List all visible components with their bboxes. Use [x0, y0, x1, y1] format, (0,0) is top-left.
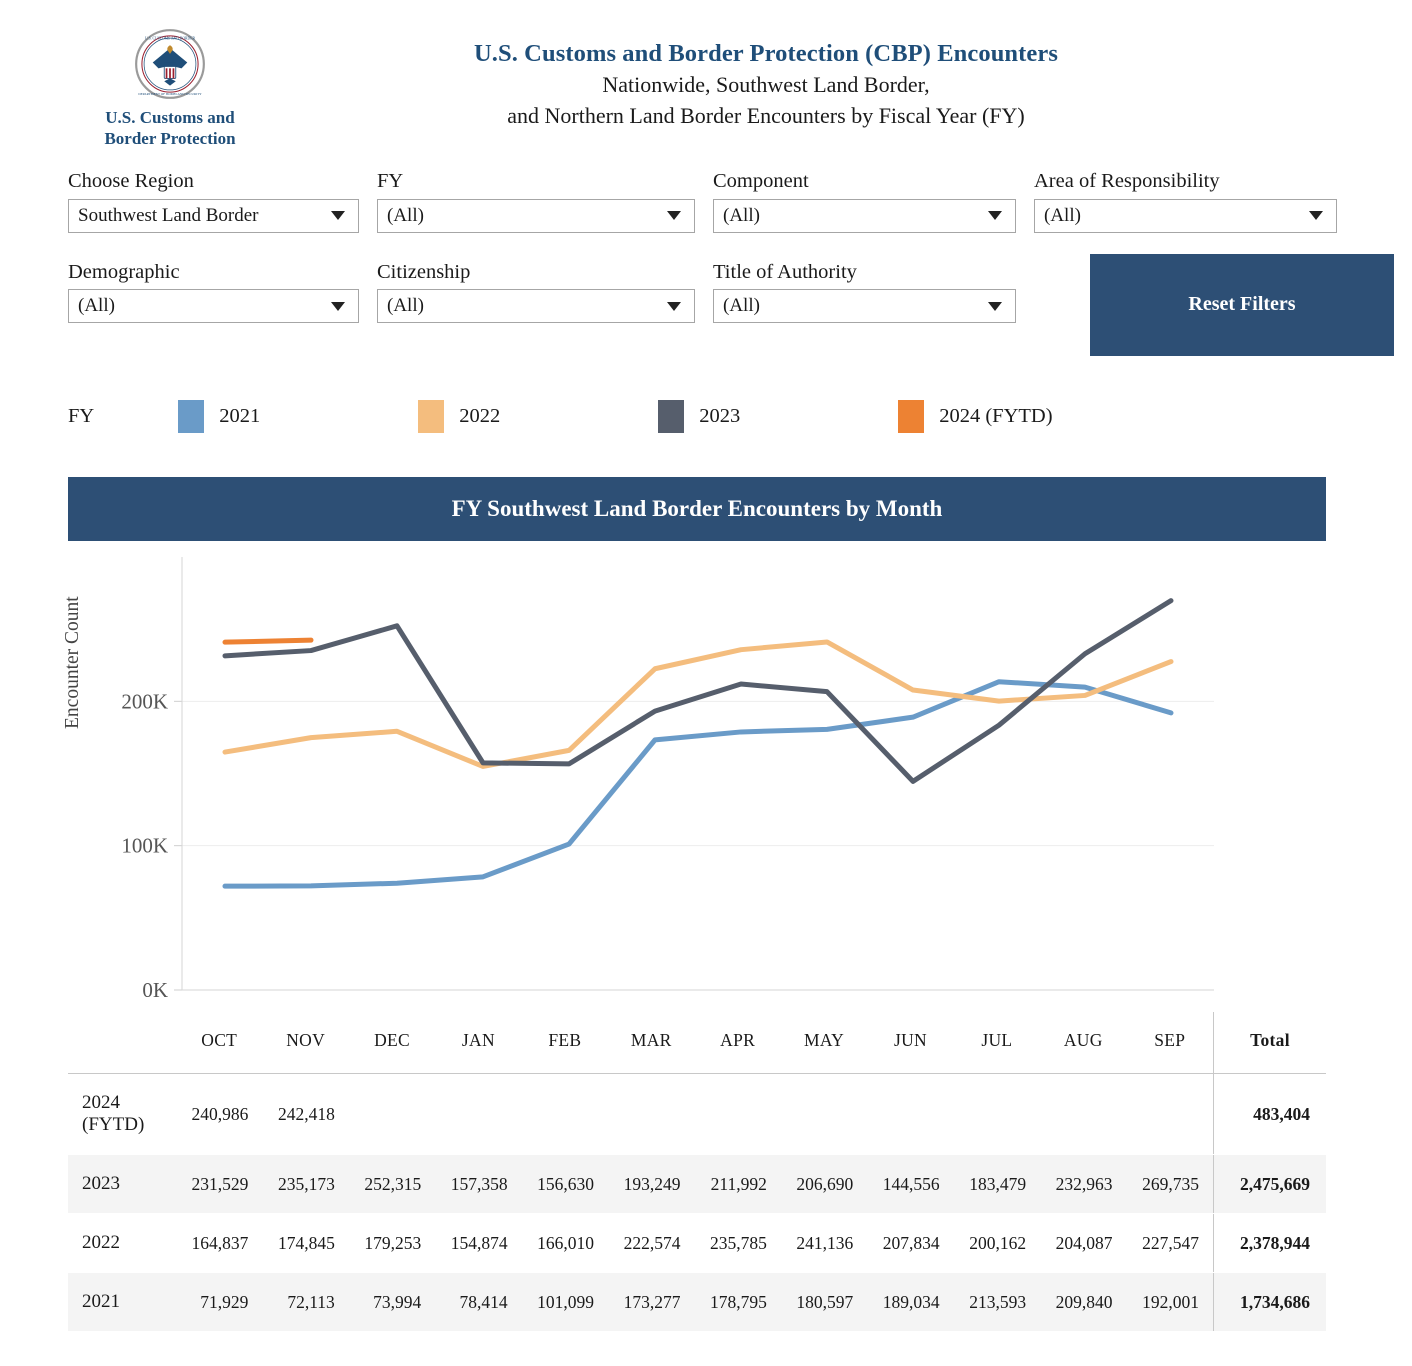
chart-y-tick-label: 0K — [142, 978, 168, 1002]
table-body — [68, 1074, 1326, 1332]
filter-demographic — [68, 261, 359, 324]
filter-label-demographic: Demographic — [68, 260, 180, 283]
page-title: U.S. Customs and Border Protection (CBP) Encounters — [473, 40, 1059, 67]
chart-series-line-2024-fytd- — [225, 640, 311, 642]
table-cell-oct: 71,929 — [176, 1273, 262, 1332]
chart-y-tick-label: 100K — [121, 833, 168, 858]
table-cell-dec: 252,315 — [349, 1155, 435, 1214]
table-cell-total: 1,734,686 — [1214, 1273, 1327, 1332]
filter-label-citizenship: Citizenship — [377, 260, 471, 283]
table-cell-sep: 227,547 — [1126, 1214, 1213, 1273]
filter-component — [713, 170, 1016, 233]
table-row — [68, 1273, 1326, 1332]
table-cell-may: 241,136 — [781, 1214, 867, 1273]
table-col-header-jun: JUN — [867, 1012, 953, 1074]
table-cell-sep: 269,735 — [1126, 1155, 1213, 1214]
chart-y-tick-label: 200K — [121, 689, 168, 714]
component-value: (All) — [723, 204, 760, 226]
table-cell-may: 206,690 — [781, 1155, 867, 1214]
table-cell-year: 2023 — [68, 1155, 176, 1214]
table-cell-jan: 78,414 — [435, 1273, 521, 1332]
table-cell-feb: 166,010 — [522, 1214, 608, 1273]
table-cell-feb: 101,099 — [522, 1273, 608, 1332]
table-cell-year: 2021 — [68, 1273, 176, 1332]
chevron-down-icon — [988, 302, 1002, 311]
table-cell-year: 2024 (FYTD) — [68, 1074, 176, 1155]
table-cell-jul: 183,479 — [954, 1155, 1040, 1214]
table-row — [68, 1155, 1326, 1214]
agency-name-line2: Border Protection — [104, 128, 236, 148]
table-cell-mar: 193,249 — [608, 1155, 694, 1214]
legend-label-2024: 2024 (FYTD) — [939, 405, 1053, 427]
demographic-select[interactable] — [68, 289, 359, 323]
filter-bar — [68, 170, 1344, 323]
chart-y-axis-label: Encounter Count — [62, 596, 83, 729]
chart-series-line-2021 — [225, 682, 1171, 886]
choose-region-value: Southwest Land Border — [78, 204, 259, 226]
chevron-down-icon — [988, 211, 1002, 220]
table-cell-jun — [867, 1074, 953, 1155]
table-header-row — [68, 1012, 1326, 1074]
table-col-header-mar: MAR — [608, 1012, 694, 1074]
cbp-seal-icon — [134, 28, 206, 100]
page-subtitle-line1: Nationwide, Southwest Land Border, — [602, 72, 930, 97]
table-cell-nov: 174,845 — [262, 1214, 348, 1273]
filter-label-fy: FY — [377, 170, 404, 192]
table-cell-dec: 73,994 — [349, 1273, 435, 1332]
table-cell-may — [781, 1074, 867, 1155]
table-cell-oct: 240,986 — [176, 1074, 262, 1155]
chart-series-line-2022 — [225, 642, 1171, 767]
legend-swatch-2024 — [898, 400, 924, 433]
table-cell-jun: 189,034 — [867, 1273, 953, 1332]
table-cell-aug: 209,840 — [1040, 1273, 1126, 1332]
table-cell-jan — [435, 1074, 521, 1155]
svg-text:DEPARTMENT OF HOMELAND SECURIT: DEPARTMENT OF HOMELAND SECURITY — [138, 91, 202, 96]
table-header — [68, 1012, 1326, 1074]
filter-title-of-authority — [713, 261, 1016, 324]
table-cell-mar: 222,574 — [608, 1214, 694, 1273]
legend-swatch-2023 — [658, 400, 684, 433]
filter-choose-region — [68, 170, 359, 233]
table-cell-jun: 144,556 — [867, 1155, 953, 1214]
filter-citizenship — [377, 261, 695, 324]
legend-label-2021: 2021 — [219, 405, 261, 427]
chevron-down-icon — [331, 302, 345, 311]
table-cell-jul — [954, 1074, 1040, 1155]
page-subtitle-line2: and Northern Land Border Encounters by Fiscal Year (FY) — [507, 103, 1025, 129]
table-col-header-jul: JUL — [954, 1012, 1040, 1074]
agency-name-line1: U.S. Customs and — [105, 108, 235, 127]
table-cell-total: 483,404 — [1214, 1074, 1327, 1155]
table-col-header-year — [68, 1012, 176, 1074]
table-cell-apr: 211,992 — [694, 1155, 780, 1214]
filter-row-1 — [68, 170, 1344, 233]
table-col-header-may: MAY — [781, 1012, 867, 1074]
table-col-header-aug: AUG — [1040, 1012, 1126, 1074]
line-chart — [62, 549, 1326, 1004]
table-col-header-dec: DEC — [349, 1012, 435, 1074]
page-header — [0, 0, 1412, 149]
chart-panel-title: FY Southwest Land Border Encounters by Month — [68, 477, 1326, 541]
filter-area-of-responsibility — [1034, 170, 1337, 233]
agency-name — [40, 108, 300, 149]
filter-label-component: Component — [713, 170, 809, 192]
table-cell-total: 2,475,669 — [1214, 1155, 1327, 1214]
table-cell-feb — [522, 1074, 608, 1155]
table-cell-sep: 192,001 — [1126, 1273, 1213, 1332]
table-cell-apr — [694, 1074, 780, 1155]
table-col-header-sep: SEP — [1126, 1012, 1213, 1074]
table-cell-total: 2,378,944 — [1214, 1214, 1327, 1273]
table-cell-nov: 72,113 — [262, 1273, 348, 1332]
title-of-authority-select[interactable] — [713, 289, 1016, 323]
table-cell-jan: 157,358 — [435, 1155, 521, 1214]
table-cell-sep — [1126, 1074, 1213, 1155]
chevron-down-icon — [1309, 211, 1323, 220]
table-cell-apr: 178,795 — [694, 1273, 780, 1332]
table-cell-jan: 154,874 — [435, 1214, 521, 1273]
table-cell-apr: 235,785 — [694, 1214, 780, 1273]
filter-fy — [377, 170, 695, 233]
chevron-down-icon — [667, 302, 681, 311]
filter-row-2 — [68, 261, 1344, 324]
table-cell-dec: 179,253 — [349, 1214, 435, 1273]
citizenship-value: (All) — [387, 295, 424, 317]
table-cell-jun: 207,834 — [867, 1214, 953, 1273]
chevron-down-icon — [667, 211, 681, 220]
reset-filters-button[interactable]: Reset Filters — [1090, 254, 1394, 356]
component-select[interactable] — [713, 199, 1016, 233]
legend-item-2022[interactable] — [418, 400, 658, 433]
legend-label-2022: 2022 — [459, 405, 501, 427]
table-col-header-jan: JAN — [435, 1012, 521, 1074]
citizenship-select[interactable] — [377, 289, 695, 323]
chevron-down-icon — [331, 211, 345, 220]
table-cell-nov: 242,418 — [262, 1074, 348, 1155]
table-cell-aug — [1040, 1074, 1126, 1155]
table-cell-oct: 164,837 — [176, 1214, 262, 1273]
svg-text:U.S. CUSTOMS AND BORDER: U.S. CUSTOMS AND BORDER — [144, 36, 196, 41]
filter-label-area-of-responsibility: Area of Responsibility — [1034, 170, 1220, 192]
title-of-authority-value: (All) — [723, 295, 760, 317]
legend-label-2023: 2023 — [699, 405, 741, 427]
table-row — [68, 1214, 1326, 1273]
encounters-table — [68, 1012, 1326, 1332]
table-cell-jul: 213,593 — [954, 1273, 1040, 1332]
fy-value: (All) — [387, 204, 424, 226]
table-cell-aug: 204,087 — [1040, 1214, 1126, 1273]
table-cell-jul: 200,162 — [954, 1214, 1040, 1273]
filter-label-title-of-authority: Title of Authority — [713, 260, 857, 283]
agency-branding — [0, 18, 300, 149]
chart-series-line-2023 — [225, 601, 1171, 782]
table-cell-year: 2022 — [68, 1214, 176, 1273]
choose-region-select[interactable] — [68, 199, 359, 233]
table-cell-aug: 232,963 — [1040, 1155, 1126, 1214]
table-cell-mar — [608, 1074, 694, 1155]
chart-legend — [68, 400, 1138, 433]
legend-title: FY — [68, 405, 95, 427]
filter-label-choose-region: Choose Region — [68, 170, 194, 192]
table-cell-dec — [349, 1074, 435, 1155]
table-col-header-apr: APR — [694, 1012, 780, 1074]
table-cell-nov: 235,173 — [262, 1155, 348, 1214]
area-of-responsibility-value: (All) — [1044, 204, 1081, 226]
legend-item-2023[interactable] — [658, 400, 898, 433]
table-col-header-oct: OCT — [176, 1012, 262, 1074]
table-col-header-total: Total — [1214, 1012, 1327, 1074]
demographic-value: (All) — [78, 295, 115, 317]
fy-select[interactable] — [377, 199, 695, 233]
chart-canvas — [68, 549, 1326, 1004]
table-col-header-feb: FEB — [522, 1012, 608, 1074]
table-cell-oct: 231,529 — [176, 1155, 262, 1214]
legend-swatch-2022 — [418, 400, 444, 433]
table-col-header-nov: NOV — [262, 1012, 348, 1074]
table-cell-feb: 156,630 — [522, 1155, 608, 1214]
table-cell-may: 180,597 — [781, 1273, 867, 1332]
legend-item-2024[interactable] — [898, 400, 1138, 433]
legend-swatch-2021 — [178, 400, 204, 433]
table-cell-mar: 173,277 — [608, 1273, 694, 1332]
dashboard-titles — [300, 18, 1412, 130]
area-of-responsibility-select[interactable] — [1034, 199, 1337, 233]
legend-item-2021[interactable] — [178, 400, 418, 433]
table-row — [68, 1074, 1326, 1155]
